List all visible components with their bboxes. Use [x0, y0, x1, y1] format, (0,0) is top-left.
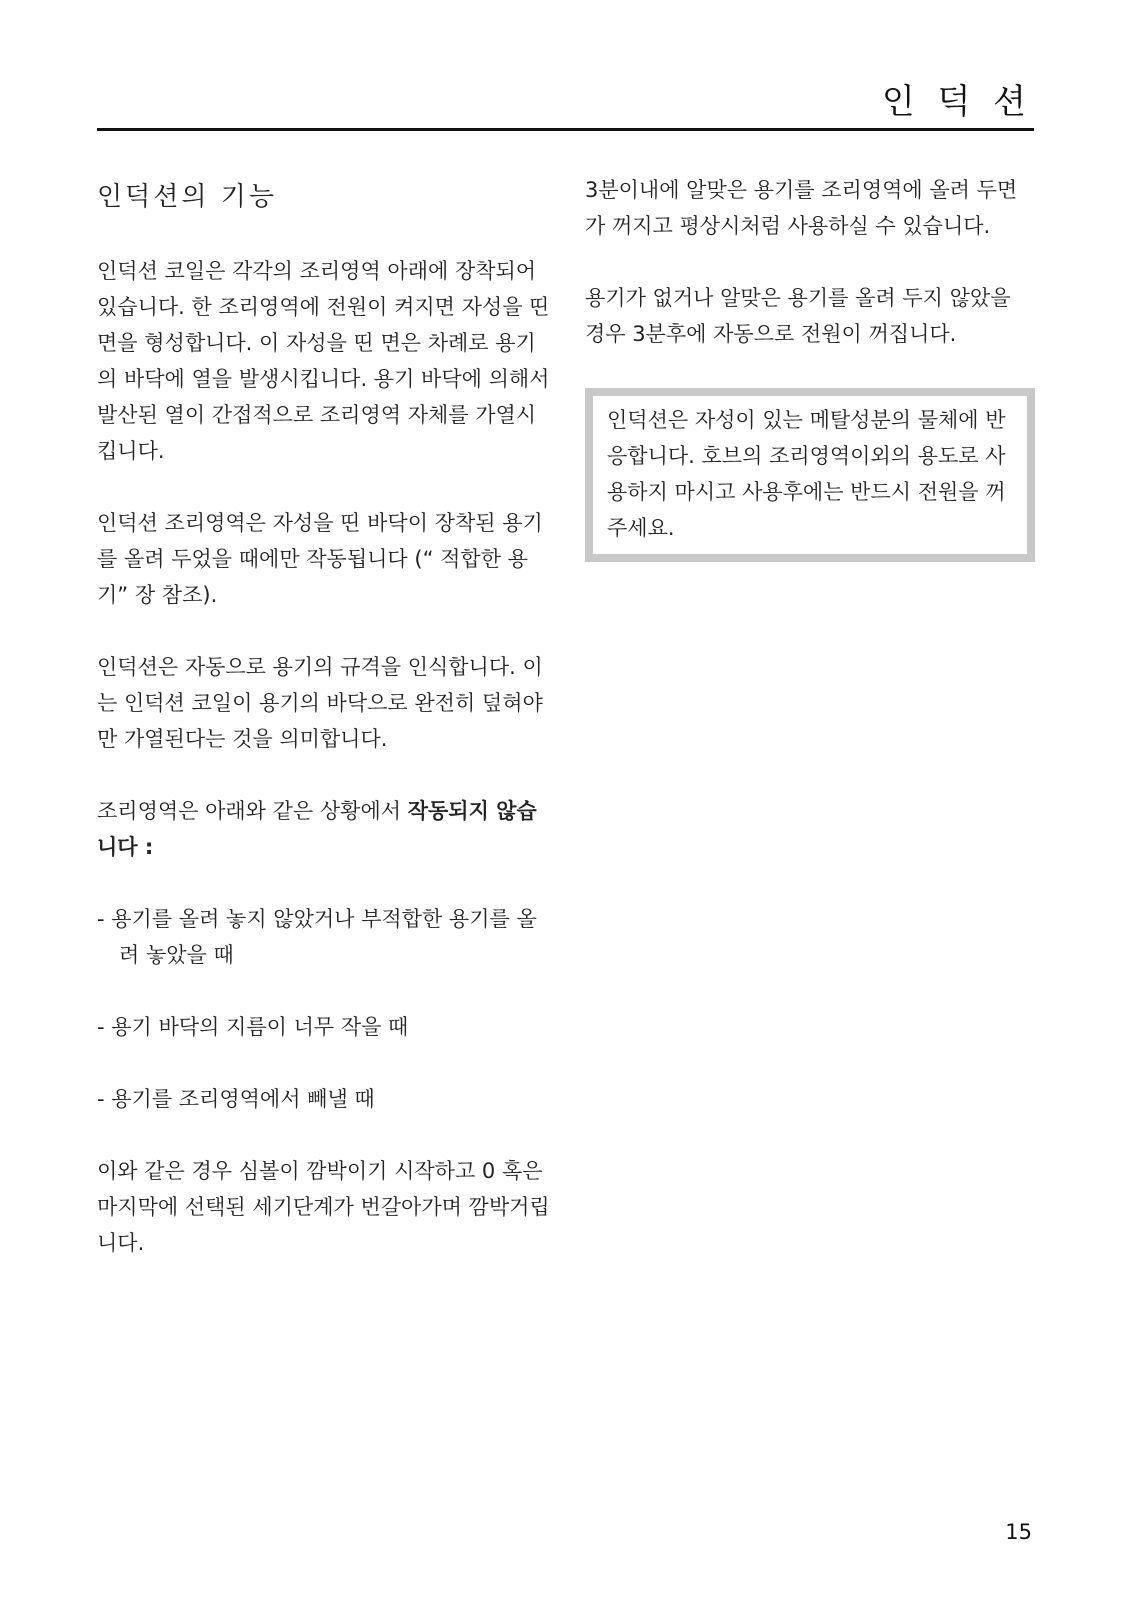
paragraph-blinking: 이와 같은 경우 심볼이 깜박이기 시작하고 0 혹은 마지막에 선택된 세기단계가 번갈아가며 깜박거립니다.: [97, 1159, 550, 1255]
paragraph-three-minutes: 3분이내에 알맞은 용기를 조리영역에 올려 두면 가 꺼지고 평상시처럼 사용하실 수 있습니다.: [585, 178, 1018, 238]
condition-item: - 용기를 조리영역에서 빼낼 때: [97, 1087, 375, 1111]
conditions-intro-text: 조리영역은 아래와 같은 상황에서: [97, 799, 408, 823]
conditions-intro-bold: 작동되지 않습니다 :: [97, 799, 537, 859]
header-rule: [97, 128, 1034, 131]
page-number: 15: [1005, 1520, 1032, 1544]
right-column: [585, 172, 1035, 562]
warning-note-box: [585, 388, 1035, 562]
paragraph-magnetic-base: 인덕션 조리영역은 자성을 띤 바닥이 장착된 용기를 올려 두었을 때에만 작동됩니다 (“ 적합한 용기” 장 참조).: [97, 511, 543, 607]
paragraph-size-detection: 인덕션은 자동으로 용기의 규격을 인식합니다. 이는 인덕션 코일이 용기의 바닥으로 완전히 덮혀야만 가열된다는 것을 의미합니다.: [97, 655, 543, 751]
condition-item: - 용기 바닥의 지름이 너무 작을 때: [97, 1015, 409, 1039]
paragraph-coil: 인덕션 코일은 각각의 조리영역 아래에 장착되어 있습니다. 한 조리영역에 전원이 켜지면 자성을 띤 면을 형성합니다. 이 자성을 띤 면은 차례로 용기의 바닥에 열을 발생시킵니다. 용기 바닥에 의해서 발산된 열이 간접적으로 조리영역 자체를 가열시킵니다.: [97, 259, 550, 463]
paragraph-conditions-intro: [97, 793, 552, 865]
paragraph-auto-off: 용기가 없거나 알맞은 용기를 올려 두지 않았을 경우 3분후에 자동으로 전원이 꺼집니다.: [585, 286, 1011, 346]
chapter-title: 인 덕 션: [881, 82, 1032, 122]
left-column: [97, 172, 552, 1297]
warning-note-text: 인덕션은 자성이 있는 메탈성분의 물체에 반응합니다. 호브의 조리영역이외의 용도로 사용하지 마시고 사용후에는 반드시 전원을 꺼주세요.: [607, 408, 1006, 540]
condition-item: - 용기를 올려 놓지 않았거나 부적합한 용기를 올려 놓았을 때: [97, 907, 537, 967]
section-heading: 인덕션의 기능: [97, 182, 277, 212]
